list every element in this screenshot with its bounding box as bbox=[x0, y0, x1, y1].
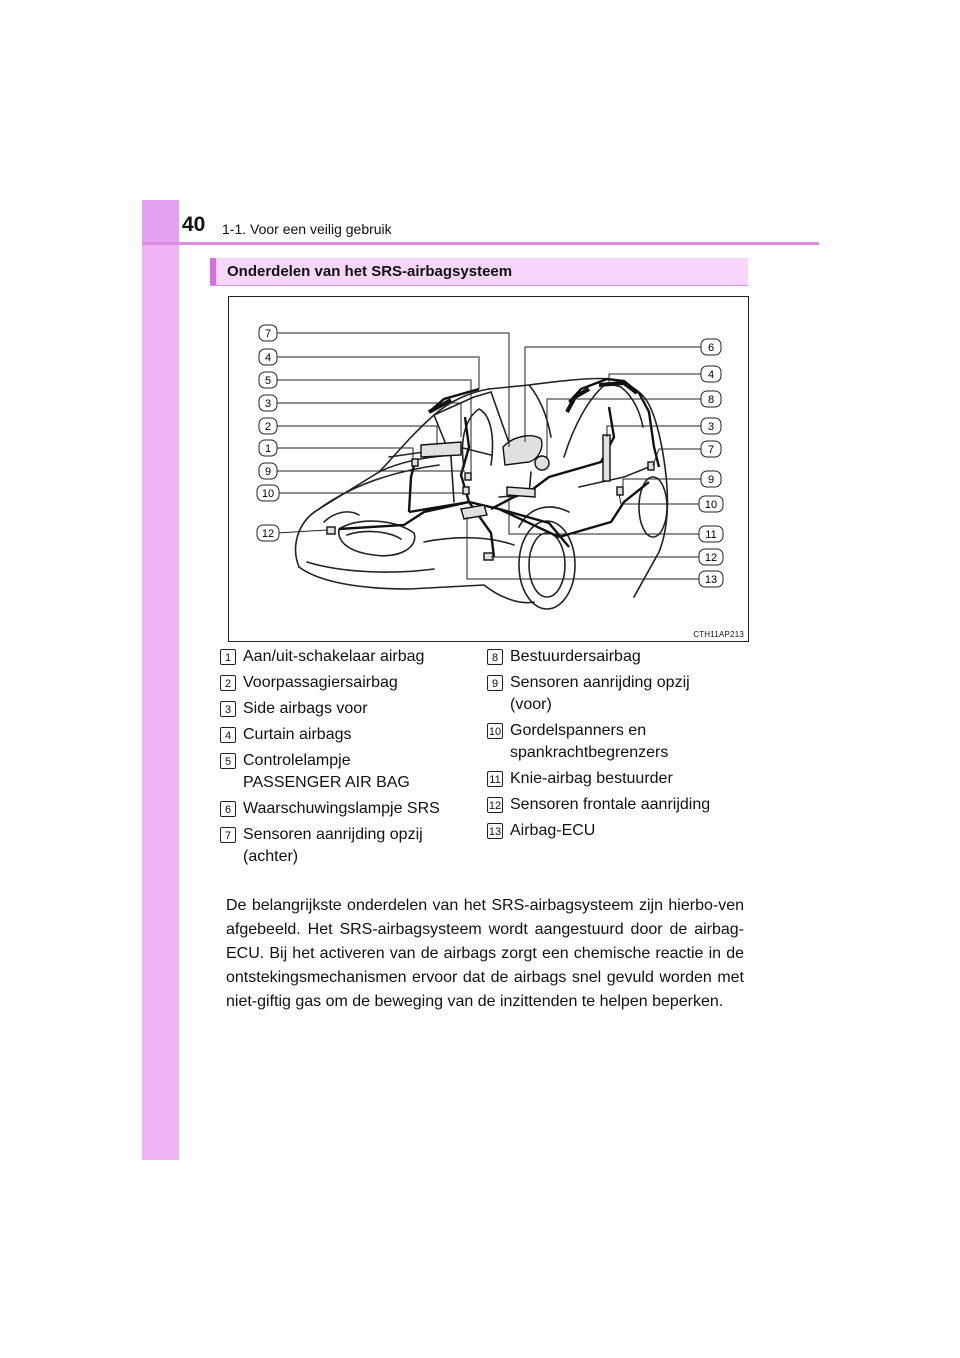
callout-label: 3 bbox=[707, 421, 715, 433]
legend-text: Knie-airbag bestuurder bbox=[510, 770, 673, 787]
callout-label: 2 bbox=[264, 421, 272, 433]
section-heading-accent bbox=[210, 258, 216, 285]
diagram-code: CTH11AP213 bbox=[693, 630, 744, 639]
callout-right-9 bbox=[701, 471, 721, 487]
callout-label: 7 bbox=[707, 444, 715, 456]
callout-label: 13 bbox=[704, 574, 718, 586]
callout-label: 10 bbox=[261, 488, 275, 500]
callout-right-4 bbox=[701, 366, 721, 382]
callout-label: 6 bbox=[707, 342, 715, 354]
callout-right-8 bbox=[701, 391, 721, 407]
header-rule bbox=[142, 242, 819, 245]
legend-number: 8 bbox=[487, 649, 503, 665]
legend-text: Sensoren aanrijding opzij (achter) bbox=[243, 826, 423, 865]
callout-label: 12 bbox=[261, 528, 275, 540]
legend-item bbox=[220, 798, 448, 820]
srs-airbag-diagram bbox=[228, 296, 749, 642]
callout-left-2 bbox=[259, 418, 277, 434]
legend-text: Airbag-ECU bbox=[510, 822, 596, 839]
callout-right-12 bbox=[699, 549, 723, 565]
legend-text: Gordelspanners en spankrachtbegrenzers bbox=[510, 722, 669, 761]
callout-right-3 bbox=[701, 418, 721, 434]
callout-right-11 bbox=[699, 526, 723, 542]
callout-left-5 bbox=[259, 372, 277, 388]
callout-label: 10 bbox=[704, 499, 718, 511]
legend-item bbox=[487, 672, 715, 716]
legend-left-column bbox=[220, 646, 448, 872]
legend-text: Sensoren frontale aanrijding bbox=[510, 796, 711, 813]
legend-text: Sensoren aanrijding opzij (voor) bbox=[510, 674, 690, 713]
callout-right-7 bbox=[701, 441, 721, 457]
legend-number: 11 bbox=[487, 771, 503, 787]
page-number: 40 bbox=[182, 213, 206, 236]
body-paragraph: De belangrijkste onderdelen van het SRS-airbagsysteem zijn hierbo-ven afgebeeld. Het SRS-airbagsysteem wordt aangestuurd door de airbag-ECU. Bij het activeren van de airbags zorgt een chemische reactie in de ontstekingsmechanismen ervoor dat de airbags snel gevuld worden met niet-giftig gas om de beweging van de inzittenden te helpen beperken. bbox=[226, 897, 744, 1010]
car-illustration bbox=[229, 297, 750, 643]
legend-text: Aan/uit-schakelaar airbag bbox=[243, 648, 425, 665]
legend-item bbox=[487, 720, 715, 764]
legend-item bbox=[220, 750, 448, 794]
callout-label: 9 bbox=[707, 474, 715, 486]
legend-number: 9 bbox=[487, 675, 503, 691]
legend-text: Controlelampje PASSENGER AIR BAG bbox=[243, 752, 410, 791]
callout-left-1 bbox=[259, 440, 277, 456]
legend-number: 12 bbox=[487, 797, 503, 813]
callout-label: 1 bbox=[264, 443, 272, 455]
callout-left-12 bbox=[257, 525, 279, 541]
legend-text: Waarschuwingslampje SRS bbox=[243, 800, 440, 817]
legend-number: 7 bbox=[220, 827, 236, 843]
section-title: Onderdelen van het SRS-airbagsysteem bbox=[227, 263, 513, 280]
chapter-tab-sidebar bbox=[142, 200, 179, 1160]
callout-left-9 bbox=[259, 463, 277, 479]
callout-right-13 bbox=[699, 571, 723, 587]
legend-item bbox=[220, 672, 448, 694]
callout-label: 8 bbox=[707, 394, 715, 406]
legend-item bbox=[220, 724, 448, 746]
legend-right-column bbox=[487, 646, 715, 846]
callout-label: 12 bbox=[704, 552, 718, 564]
callout-left-10 bbox=[257, 485, 279, 501]
callout-label: 3 bbox=[264, 398, 272, 410]
legend-number: 1 bbox=[220, 649, 236, 665]
legend-number: 4 bbox=[220, 727, 236, 743]
callout-right-6 bbox=[701, 339, 721, 355]
legend-item bbox=[220, 646, 448, 668]
legend-item bbox=[487, 646, 715, 668]
callout-label: 5 bbox=[264, 375, 272, 387]
legend-number: 13 bbox=[487, 823, 503, 839]
legend-item bbox=[487, 768, 715, 790]
legend-number: 6 bbox=[220, 801, 236, 817]
callout-label: 9 bbox=[264, 466, 272, 478]
legend-text: Bestuurdersairbag bbox=[510, 648, 641, 665]
legend-item bbox=[220, 698, 448, 720]
callout-label: 11 bbox=[705, 529, 717, 541]
legend-number: 5 bbox=[220, 753, 236, 769]
legend-number: 2 bbox=[220, 675, 236, 691]
section-breadcrumb: 1-1. Voor een veilig gebruik bbox=[222, 221, 392, 237]
callout-label: 4 bbox=[264, 352, 272, 364]
callout-label: 4 bbox=[707, 369, 715, 381]
chapter-tab-header bbox=[142, 200, 179, 244]
legend-number: 3 bbox=[220, 701, 236, 717]
legend-item bbox=[487, 794, 715, 816]
callout-left-4 bbox=[259, 349, 277, 365]
legend-text: Voorpassagiersairbag bbox=[243, 674, 398, 691]
callout-left-7 bbox=[259, 325, 277, 341]
callout-label: 7 bbox=[264, 328, 272, 340]
callout-left-3 bbox=[259, 395, 277, 411]
legend-item bbox=[220, 824, 448, 868]
callout-right-10 bbox=[699, 496, 723, 512]
legend-text: Curtain airbags bbox=[243, 726, 352, 743]
legend-item bbox=[487, 820, 715, 842]
section-heading bbox=[210, 258, 748, 286]
legend-number: 10 bbox=[487, 723, 503, 739]
legend-text: Side airbags voor bbox=[243, 700, 368, 717]
